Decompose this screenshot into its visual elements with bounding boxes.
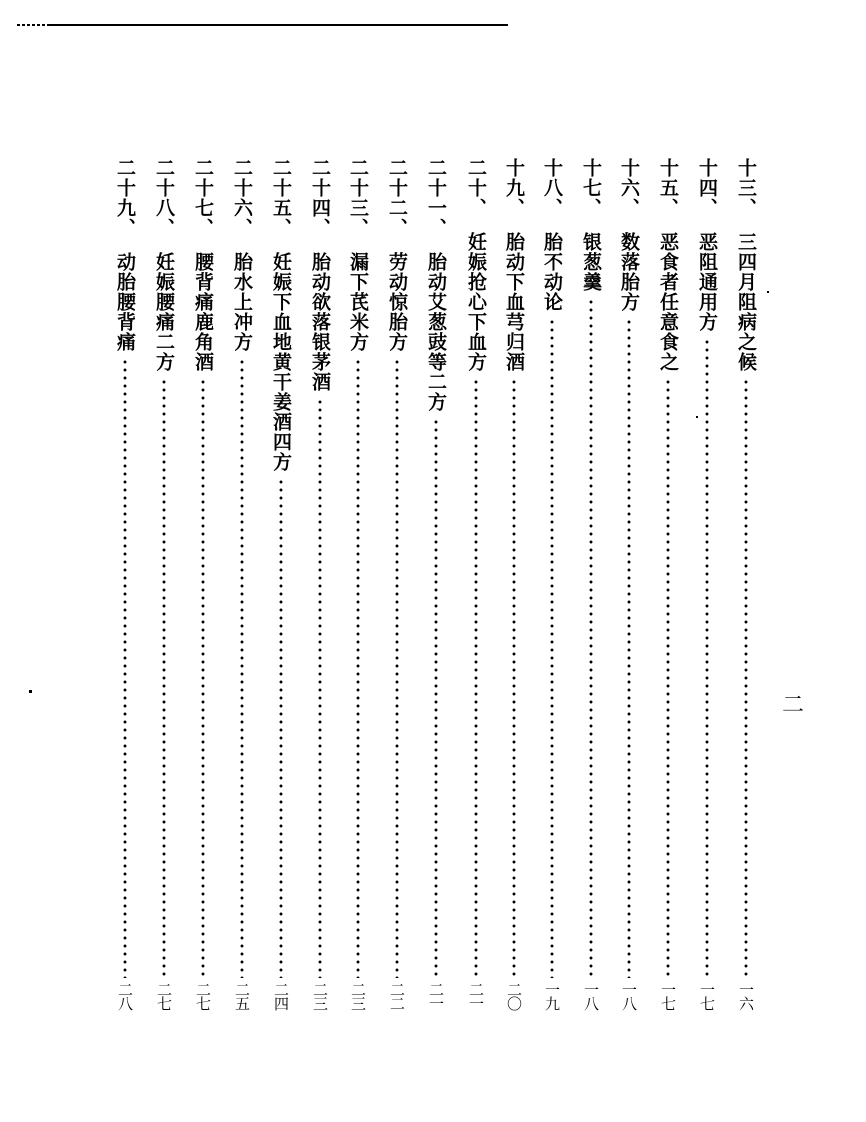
entry-title: 恶阻通用方 bbox=[696, 232, 718, 332]
dot-leader bbox=[550, 318, 554, 978]
entry-number: 十八、 bbox=[541, 158, 563, 218]
dot-leader bbox=[356, 358, 360, 978]
dot-leader bbox=[123, 358, 127, 978]
toc-entry[interactable] bbox=[537, 158, 567, 1010]
entry-page: 一九 bbox=[543, 982, 561, 1010]
entry-page: 二一 bbox=[427, 982, 445, 1010]
dot-leader bbox=[318, 398, 322, 978]
entry-number: 十五、 bbox=[657, 158, 679, 218]
scan-speck bbox=[767, 291, 769, 293]
entry-page: 一八 bbox=[582, 982, 600, 1010]
entry-title: 恶食者任意食之 bbox=[657, 232, 679, 372]
entry-title: 胎动欲落银茅酒 bbox=[309, 252, 331, 392]
toc-entry[interactable] bbox=[461, 158, 491, 1010]
header-rule-dots bbox=[17, 24, 49, 26]
entry-page: 二一 bbox=[467, 982, 485, 1010]
dot-leader bbox=[666, 378, 670, 978]
dot-leader bbox=[589, 298, 593, 978]
table-of-contents bbox=[0, 158, 866, 1018]
entry-number: 十三、 bbox=[735, 158, 757, 218]
entry-page: 一七 bbox=[698, 982, 716, 1010]
entry-title: 妊娠腰痛二方 bbox=[153, 252, 175, 372]
dot-leader bbox=[240, 358, 244, 978]
entry-page: 二〇 bbox=[505, 982, 523, 1010]
toc-entry[interactable] bbox=[188, 158, 218, 1010]
entry-number: 十六、 bbox=[618, 158, 640, 218]
toc-entry[interactable] bbox=[692, 158, 722, 1010]
scan-speck bbox=[696, 416, 698, 418]
entry-title: 妊娠下血地黄干姜酒四方 bbox=[270, 252, 292, 472]
entry-page: 二七 bbox=[155, 982, 173, 1010]
toc-entry[interactable] bbox=[421, 158, 451, 1010]
dot-leader bbox=[705, 338, 709, 978]
entry-title: 胎动下血芎归酒 bbox=[503, 232, 525, 372]
dot-leader bbox=[279, 478, 283, 978]
entry-number: 二十七、 bbox=[192, 158, 214, 238]
entry-page: 一七 bbox=[659, 982, 677, 1010]
entry-number: 二十一、 bbox=[425, 158, 447, 238]
entry-number: 十七、 bbox=[580, 158, 602, 218]
entry-page: 二八 bbox=[116, 982, 134, 1010]
dot-leader bbox=[201, 378, 205, 978]
toc-entry[interactable] bbox=[653, 158, 683, 1010]
dot-leader bbox=[162, 378, 166, 978]
toc-entry[interactable] bbox=[343, 158, 373, 1010]
entry-title: 胎水上冲方 bbox=[231, 252, 253, 352]
entry-title: 数落胎方 bbox=[618, 232, 640, 312]
entry-page: 一六 bbox=[737, 982, 755, 1010]
dot-leader bbox=[512, 378, 516, 978]
dot-leader bbox=[434, 418, 438, 978]
dot-leader bbox=[395, 358, 399, 978]
entry-page: 二七 bbox=[194, 982, 212, 1010]
entry-page: 二四 bbox=[272, 982, 290, 1010]
entry-title: 漏下芪米方 bbox=[347, 252, 369, 352]
entry-page: 二二 bbox=[388, 982, 406, 1010]
toc-entry[interactable] bbox=[382, 158, 412, 1010]
toc-entry[interactable] bbox=[305, 158, 335, 1010]
entry-number: 二十四、 bbox=[309, 158, 331, 238]
entry-title: 劳动惊胎方 bbox=[386, 252, 408, 352]
entry-page: 二三 bbox=[349, 982, 367, 1010]
entry-title: 动胎腰背痛 bbox=[114, 252, 136, 352]
entry-number: 二十、 bbox=[465, 158, 487, 218]
entry-number: 十四、 bbox=[696, 158, 718, 218]
entry-title: 腰背痛鹿角酒 bbox=[192, 252, 214, 372]
entry-title: 三四月阻病之候 bbox=[735, 232, 757, 372]
dot-leader bbox=[627, 318, 631, 978]
page-folio: 二 bbox=[782, 693, 805, 718]
entry-number: 十九、 bbox=[503, 158, 525, 218]
entry-title: 胎不动论 bbox=[541, 232, 563, 312]
entry-page: 一八 bbox=[620, 982, 638, 1010]
entry-number: 二十六、 bbox=[231, 158, 253, 238]
toc-entry[interactable] bbox=[149, 158, 179, 1010]
entry-number: 二十九、 bbox=[114, 158, 136, 238]
toc-entry[interactable] bbox=[110, 158, 140, 1010]
entry-title: 胎动艾葱豉等二方 bbox=[425, 252, 447, 412]
dot-leader bbox=[744, 378, 748, 978]
toc-entry[interactable] bbox=[227, 158, 257, 1010]
entry-number: 二十二、 bbox=[386, 158, 408, 238]
scan-speck bbox=[29, 690, 32, 693]
dot-leader bbox=[474, 378, 478, 978]
toc-entry[interactable] bbox=[731, 158, 761, 1010]
entry-title: 银葱羹 bbox=[580, 232, 602, 292]
entry-page: 二三 bbox=[311, 982, 329, 1010]
header-rule bbox=[17, 24, 508, 26]
entry-number: 二十五、 bbox=[270, 158, 292, 238]
entry-title: 妊娠抢心下血方 bbox=[465, 232, 487, 372]
entry-number: 二十三、 bbox=[347, 158, 369, 238]
toc-entry[interactable] bbox=[266, 158, 296, 1010]
toc-entry[interactable] bbox=[614, 158, 644, 1010]
entry-page: 二五 bbox=[233, 982, 251, 1010]
entry-number: 二十八、 bbox=[153, 158, 175, 238]
toc-entry[interactable] bbox=[576, 158, 606, 1010]
toc-entry[interactable] bbox=[499, 158, 529, 1010]
